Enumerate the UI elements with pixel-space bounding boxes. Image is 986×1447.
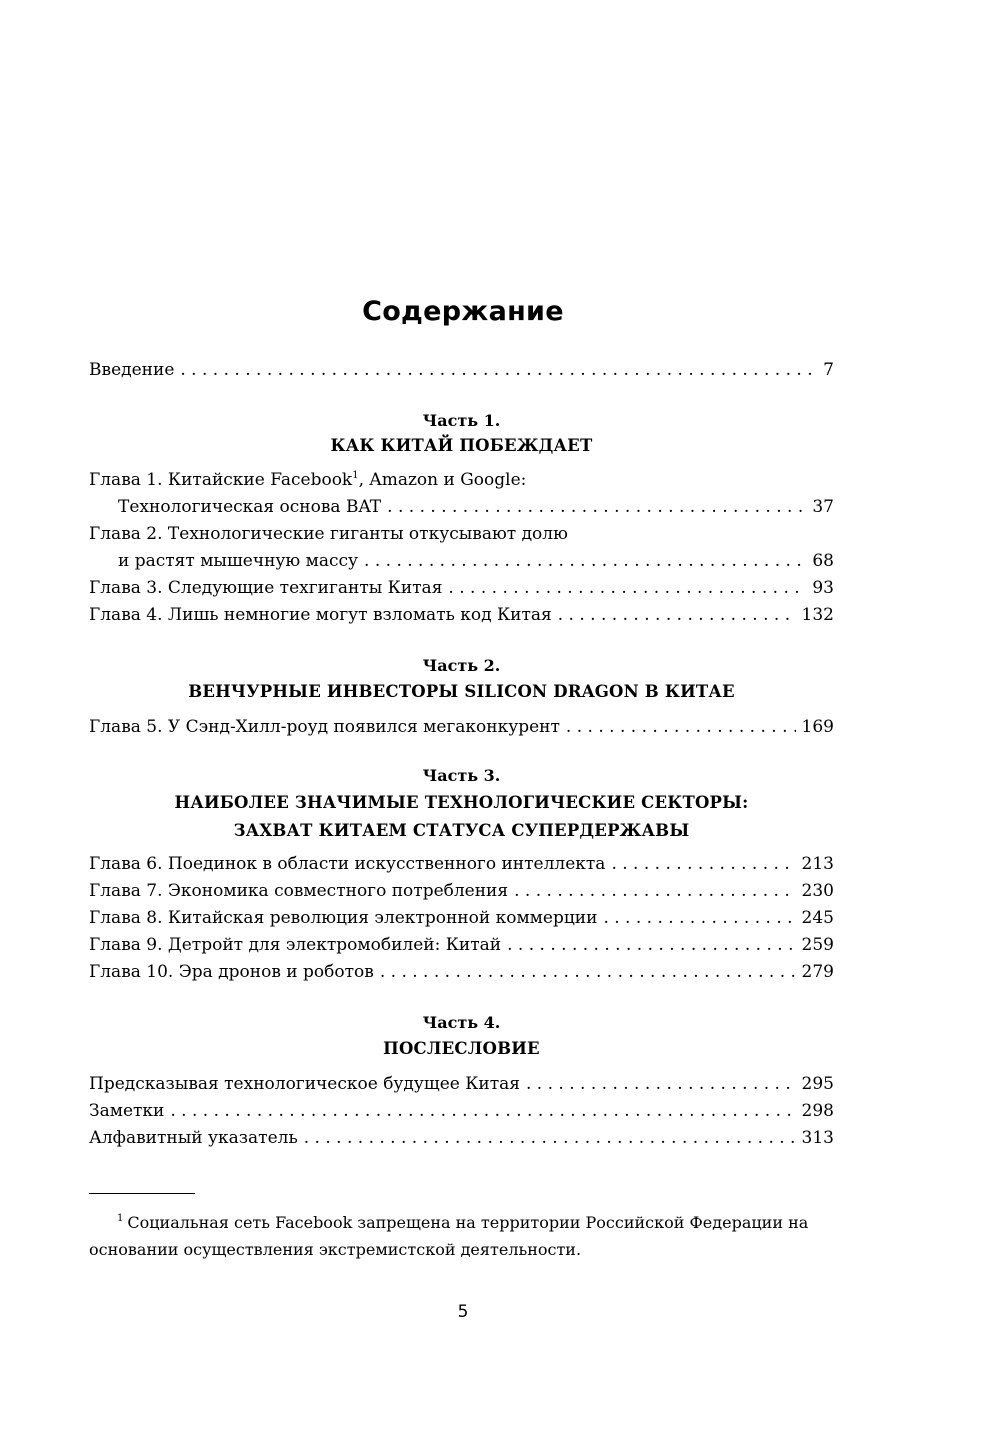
toc-entry-chapter-5[interactable] (89, 714, 834, 740)
toc-entry-page: 313 (801, 1128, 834, 1148)
toc-entry-page: 68 (812, 551, 834, 571)
part-2-label: Часть 2. (422, 656, 501, 675)
dot-leader (180, 357, 817, 383)
toc-entry-afterword-forecast[interactable] (89, 1071, 834, 1097)
dot-leader (304, 1125, 796, 1151)
toc-entry-label: и растят мышечную массу (118, 551, 359, 571)
toc-entry-chapter-2-line1[interactable]: Глава 2. Технологические гиганты откусывают долю (89, 524, 568, 544)
dot-leader (380, 959, 796, 985)
toc-entry-label: Заметки (89, 1101, 165, 1121)
toc-entry-label: Глава 3. Следующие техгиганты Китая (89, 578, 443, 598)
toc-entry-page: 132 (801, 605, 834, 625)
toc-entry-page: 7 (823, 360, 834, 380)
toc-entry-page: 93 (812, 578, 834, 598)
footnote-mark: 1 (117, 1213, 124, 1224)
footnote-separator (89, 1193, 195, 1194)
toc-entry-label: Глава 7. Экономика совместного потребления (89, 881, 509, 901)
dot-leader (611, 851, 795, 877)
toc-entry-chapter-7[interactable] (89, 878, 834, 904)
dot-leader (507, 932, 795, 958)
page-number: 5 (457, 1302, 469, 1322)
footnote-text: Социальная сеть Facebook запрещена на территории Российской Федерации на основании осуществления экстремистской деятельности. (89, 1213, 809, 1259)
toc-entry-chapter-1-line2[interactable] (118, 494, 834, 520)
toc-entry-notes[interactable] (89, 1098, 834, 1124)
dot-leader (526, 1071, 796, 1097)
toc-entry-chapter-4[interactable] (89, 602, 834, 628)
toc-entry-chapter-1-line1[interactable] (89, 467, 834, 493)
toc-entry-label: Технологическая основа BAT (118, 497, 382, 517)
toc-entry-label: Глава 6. Поединок в области искусственного интеллекта (89, 854, 606, 874)
toc-entry-page: 37 (812, 497, 834, 517)
part-3-title-line1: НАИБОЛЕЕ ЗНАЧИМЫЕ ТЕХНОЛОГИЧЕСКИЕ СЕКТОРЫ: (174, 793, 749, 812)
dot-leader (558, 602, 796, 628)
dot-leader (448, 575, 806, 601)
part-3-title-line2: ЗАХВАТ КИТАЕМ СТАТУСА СУПЕРДЕРЖАВЫ (233, 821, 690, 840)
toc-entry-label: Введение (89, 360, 175, 380)
toc-entry-chapter-9[interactable] (89, 932, 834, 958)
toc-entry-page: 245 (801, 908, 834, 928)
toc-entry-page: 298 (801, 1101, 834, 1121)
toc-entry-label: Глава 8. Китайская революция электронной коммерции (89, 908, 598, 928)
toc-entry-chapter-8[interactable] (89, 905, 834, 931)
toc-entry-page: 295 (801, 1074, 834, 1094)
part-2-title: ВЕНЧУРНЫЕ ИНВЕСТОРЫ SILICON DRAGON В КИТАЕ (188, 682, 735, 701)
part-3-label: Часть 3. (422, 766, 501, 785)
part-1-label: Часть 1. (422, 411, 501, 430)
toc-entry-page: 279 (801, 962, 834, 982)
toc-entry-intro[interactable] (89, 357, 834, 383)
part-1-title: КАК КИТАЙ ПОБЕЖДАЕТ (330, 436, 593, 455)
toc-entry-chapter-3[interactable] (89, 575, 834, 601)
toc-entry-label: Глава 5. У Сэнд-Хилл-роуд появился мегаконкурент (89, 717, 560, 737)
toc-entry-label: Глава 1. Китайские Facebook (89, 470, 353, 490)
footnote (89, 1209, 834, 1263)
toc-title: Содержание (362, 296, 564, 327)
toc-entry-page: 169 (801, 717, 834, 737)
toc-entry-page: 230 (801, 881, 834, 901)
part-4-title: ПОСЛЕСЛОВИЕ (383, 1039, 540, 1058)
dot-leader (603, 905, 795, 931)
toc-entry-page: 259 (801, 935, 834, 955)
toc-entry-chapter-6[interactable] (89, 851, 834, 877)
toc-entry-label: Глава 4. Лишь немногие могут взломать код Китая (89, 605, 552, 625)
dot-leader (364, 548, 806, 574)
dot-leader (514, 878, 795, 904)
toc-entry-label: Алфавитный указатель (89, 1128, 298, 1148)
toc-entry-label-rest: , Amazon и Google: (358, 470, 527, 490)
dot-leader (566, 714, 796, 740)
footnote-reference[interactable]: 1 (352, 470, 359, 481)
toc-entry-chapter-2-line2[interactable] (118, 548, 834, 574)
toc-entry-label: Предсказывая технологическое будущее Китая (89, 1074, 520, 1094)
toc-entry-page: 213 (801, 854, 834, 874)
part-4-label: Часть 4. (422, 1013, 501, 1032)
toc-entry-label: Глава 10. Эра дронов и роботов (89, 962, 374, 982)
dot-leader (170, 1098, 795, 1124)
toc-entry-index[interactable] (89, 1125, 834, 1151)
dot-leader (387, 494, 806, 520)
toc-entry-label: Глава 9. Детройт для электромобилей: Китай (89, 935, 502, 955)
toc-entry-chapter-10[interactable] (89, 959, 834, 985)
